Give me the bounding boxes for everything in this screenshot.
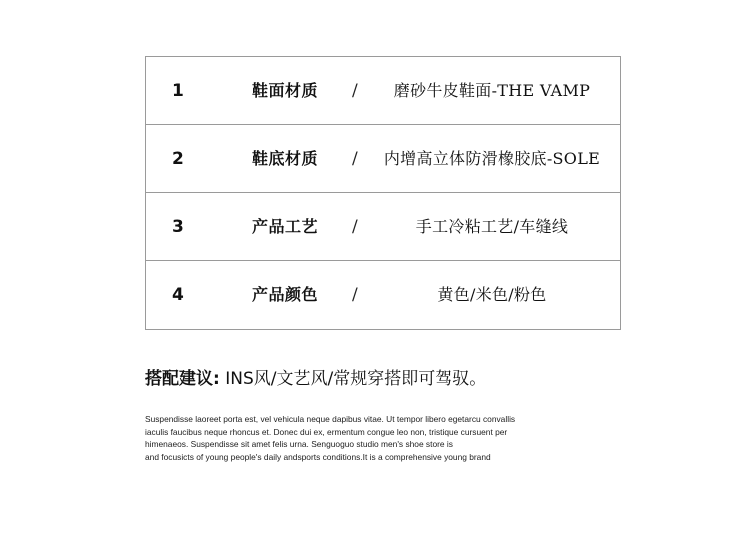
row-number: 2 (172, 149, 184, 169)
suggestion-label: 搭配建议: (145, 369, 220, 389)
row-number: 3 (172, 217, 184, 237)
row-label: 产品工艺 (252, 217, 319, 236)
row-label: 鞋底材质 (252, 149, 319, 168)
description-paragraph (145, 413, 515, 463)
row-label: 鞋面材质 (252, 81, 319, 100)
row-value: 手工冷粘工艺/车缝线 (415, 217, 569, 236)
row-label: 产品颜色 (252, 285, 319, 304)
row-number: 4 (172, 285, 184, 305)
description-line: himenaeos. Suspendisse sit amet felis urna. Senguoguo studio men's shoe store is (145, 439, 453, 450)
row-value: 内增高立体防滑橡胶底-SOLE (383, 149, 601, 168)
row-separator: / (352, 285, 358, 305)
spec-row-colors (146, 261, 620, 329)
spec-row-craft (146, 193, 620, 261)
description-line: iaculis faucibus neque rhoncus et. Donec dui ex, ermentum congue leo non, tristique cursuent per (145, 426, 508, 437)
row-separator: / (352, 81, 358, 101)
spec-row-sole-material (146, 125, 620, 193)
styling-suggestion (145, 364, 486, 389)
row-separator: / (352, 217, 358, 237)
row-number: 1 (172, 81, 184, 101)
row-value: 磨砂牛皮鞋面-THE VAMP (393, 81, 591, 100)
spec-table (145, 56, 621, 330)
row-separator: / (352, 149, 358, 169)
description-line: and focusicts of young people's daily andsports conditions.It is a comprehensive young brand (145, 451, 491, 462)
row-value: 黄色/米色/粉色 (437, 285, 547, 304)
suggestion-value: INS风/文艺风/常规穿搭即可驾驭。 (219, 369, 487, 389)
description-line: Suspendisse laoreet porta est, vel vehicula neque dapibus vitae. Ut tempor libero egetarcu convallis (145, 414, 516, 424)
spec-row-upper-material (146, 57, 620, 125)
